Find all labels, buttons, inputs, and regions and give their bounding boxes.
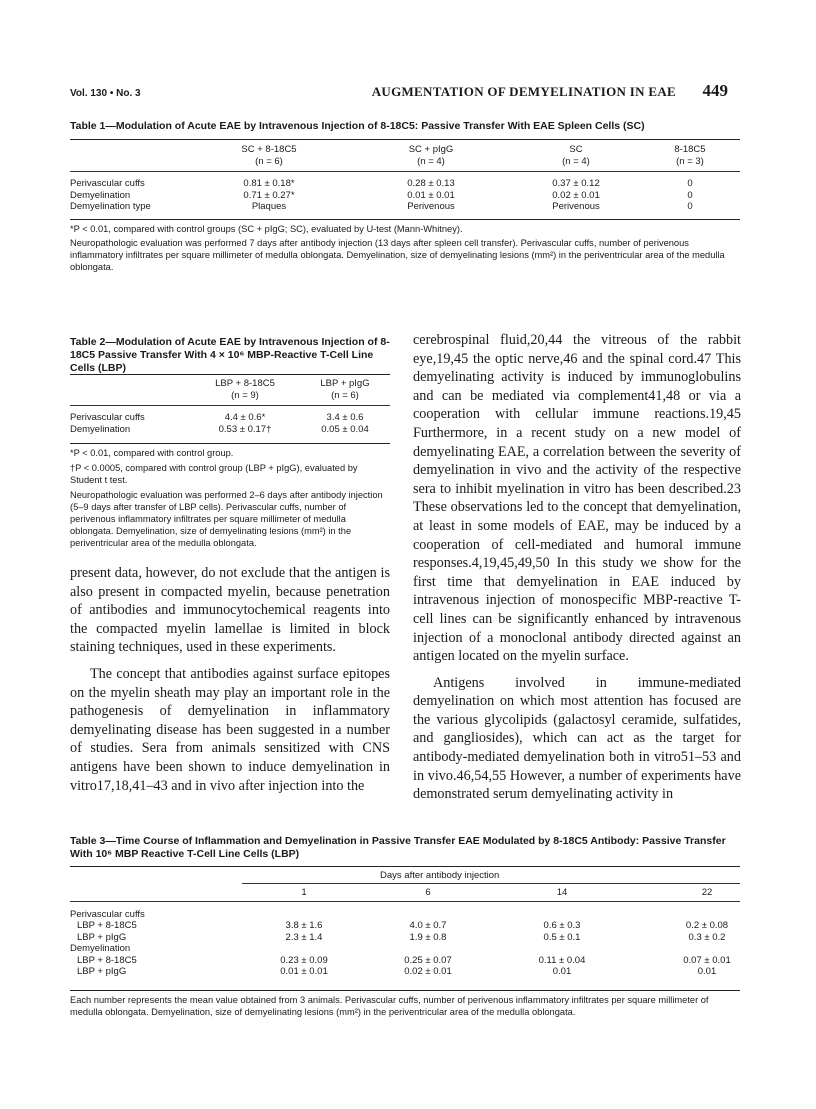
- table1-header-row: [70, 144, 740, 156]
- table2-footnote: Neuropathologic evaluation was performed 2–6 days after antibody injection (5–9 days after transfer of LBP cells). Perivascular cuffs, number of perivenous inflammatory infiltrates per square millimeter of medulla oblongata. Demyelination, size of demyelinating lesions (mm²) in the periventricular area of the medulla oblongata.: [70, 490, 383, 548]
- table3-caption: Table 3—Time Course of Inflammation and Demyelination in Passive Transfer EAE Modulated by 8-18C5 Antibody: Passive Transfer With 10⁶ MBP Reactive T-Cell Line Cells (LBP): [70, 835, 726, 860]
- table-cell: 2.3 ± 1.4: [285, 931, 323, 943]
- table1-footnote: *P < 0.01, compared with control groups (SC + pIgG; SC), evaluated by U-test (Mann-Whitney).: [70, 224, 463, 234]
- table2-col-n: (n = 9): [231, 389, 259, 401]
- table1-col-n: (n = 3): [676, 155, 704, 167]
- table-cell: 0.2 ± 0.08: [685, 920, 729, 931]
- table2-top-rule: [70, 374, 390, 375]
- running-header-title: AUGMENTATION OF DEMYELINATION IN EAE: [371, 84, 676, 99]
- table3-day-header: 1: [301, 887, 307, 898]
- table-cell: 3.4 ± 0.6: [326, 412, 364, 423]
- table-cell: 0.5 ± 0.1: [543, 931, 581, 943]
- table3-header-rule: [70, 901, 740, 902]
- table-row: [70, 932, 740, 944]
- table1-col-header: 8-18C5: [674, 144, 706, 155]
- table-cell: 0: [687, 201, 693, 212]
- table-cell: Perivenous: [552, 201, 600, 212]
- table1-row-label: Demyelination: [70, 189, 131, 201]
- table2-col-header: LBP + 8-18C5: [215, 378, 275, 389]
- table-cell: 0.11 ± 0.04: [538, 954, 586, 966]
- table1-bottom-rule: [70, 219, 740, 220]
- table3-group-label: Demyelination: [70, 943, 131, 954]
- table3-top-rule: [70, 866, 740, 867]
- table-cell: 0.6 ± 0.3: [543, 920, 581, 931]
- table2-col-n: (n = 6): [331, 389, 359, 401]
- table2-bottom-rule: [70, 443, 390, 444]
- table1-col-n: (n = 6): [255, 155, 283, 167]
- table-row: [70, 966, 740, 978]
- table-cell: 0.53 ± 0.17†: [218, 423, 272, 435]
- table-cell: 0.37 ± 0.12: [552, 178, 600, 189]
- table1-col-n: (n = 4): [417, 155, 445, 167]
- table-row: [70, 412, 390, 424]
- table3-row-label: LBP + 8-18C5: [77, 954, 137, 966]
- table2-caption-text: Table 2—Modulation of Acute EAE by Intravenous Injection of 8-18C5 Passive Transfer With 4 × 10⁶ MBP-Reactive T-Cell Line Cells (LBP): [70, 336, 390, 374]
- table2-n-row: [70, 390, 390, 402]
- table1-col-header: SC: [569, 144, 583, 155]
- table3-group-row: [70, 909, 740, 921]
- table-cell: 0.07 ± 0.01: [683, 954, 731, 966]
- table3-day-header: 22: [701, 887, 713, 898]
- table-row: [70, 201, 740, 213]
- table1-caption: Table 1—Modulation of Acute EAE by Intravenous Injection of 8-18C5: Passive Transfer With EAE Spleen Cells (SC): [70, 120, 645, 132]
- table1-col-n: (n = 4): [562, 155, 590, 167]
- table3-row-label: LBP + pIgG: [77, 931, 127, 943]
- table1-row-label: Demyelination type: [70, 201, 151, 212]
- table-row: [70, 178, 740, 190]
- table1-header-rule: [70, 171, 740, 172]
- table2-col-header: LBP + pIgG: [320, 378, 370, 389]
- table2-row-label: Demyelination: [70, 423, 131, 435]
- table-row: [70, 920, 740, 932]
- table1-col-header: SC + pIgG: [408, 144, 454, 155]
- table-cell: 0.05 ± 0.04: [321, 423, 369, 435]
- table-cell: 3.8 ± 1.6: [285, 920, 323, 931]
- table-cell: 1.9 ± 0.8: [409, 931, 447, 943]
- table-cell: Plaques: [251, 201, 287, 212]
- table1-row-label: Perivascular cuffs: [70, 178, 145, 189]
- table-cell: 4.4 ± 0.6*: [224, 412, 266, 423]
- table3-group-row: [70, 943, 740, 955]
- table2-header-row: [70, 378, 390, 390]
- table-row: [70, 190, 740, 202]
- table-cell: 0.3 ± 0.2: [688, 931, 726, 943]
- table1-footnote: Neuropathologic evaluation was performed 7 days after antibody injection (13 days after spleen cell transfer). Perivascular cuffs, number of perivenous inflammatory infiltrates per square millimeter of medulla oblongata. Demyelination, size of demyelinating lesions (mm²) in the periventricular area of the medulla oblongata.: [70, 238, 725, 272]
- running-header-volume: Vol. 130 • No. 3: [70, 88, 141, 99]
- table3-span-header: Days after antibody injection: [380, 870, 500, 881]
- table-cell: Perivenous: [407, 201, 455, 212]
- table-cell: 0: [687, 178, 693, 189]
- table-cell: 0.81 ± 0.18*: [243, 178, 295, 189]
- body-paragraph: Antigens involved in immune-mediated demyelination on which most attention has focused are the various glycolipids (galactosyl ceramide, sulfatides, and gangliosides), which can act as the target for antibody-mediated demyelination both in vitro51–53 and in vivo.46,54,55 However, a number of experiments have demonstrated serum demyelinating activity in: [413, 674, 741, 803]
- page-number: 449: [702, 81, 728, 100]
- table-row: [70, 955, 740, 967]
- table-cell: 0.28 ± 0.13: [407, 178, 455, 189]
- table2-row-label: Perivascular cuffs: [70, 412, 145, 423]
- right-column-text: [413, 331, 741, 804]
- table3-day-header: 6: [425, 887, 431, 898]
- table2-caption: [70, 336, 390, 375]
- table-cell: 0.23 ± 0.09: [280, 954, 328, 966]
- table-cell: 0.01: [697, 966, 717, 977]
- table-cell: 0.71 ± 0.27*: [243, 189, 295, 201]
- body-paragraph: cerebrospinal fluid,20,44 the vitreous of the rabbit eye,19,45 the optic nerve,46 and the spinal cord.47 This demyelinating activity is induced by immunoglobulins and can be mediated via complement41,48 or via a cooperation with cellular immune reactions.19,45 Furthermore, in a recent study on a new model of demyelinating EAE, a correlation between the severity of demyelination in vivo and the activity of the respective sera to inhibit myelination in vitro has been described.23 These observations led to the concept that demyelination, at least in some models of EAE, may be induced by a cooperation of cell-mediated and humoral immune responses.4,19,45,49,50 In this study we show for the first time that demyelination in EAE induced by intravenous injection of monospecific MBP-reactive T-cell lines can be significantly enhanced by intravenous injection of a monoclonal antibody directed against an antigen located on the myelin surface.: [413, 332, 741, 665]
- table2-footnote: *P < 0.01, compared with control group.: [70, 448, 234, 458]
- table2-footnote: †P < 0.0005, compared with control group (LBP + pIgG), evaluated by Student t test.: [70, 463, 358, 485]
- table1: [70, 144, 740, 213]
- table2-header-rule: [70, 405, 390, 406]
- left-column-text: [70, 564, 390, 795]
- body-paragraph: present data, however, do not exclude that the antigen is also present in compacted myelin, because penetration of antibodies and immunocytochemical reagents into the compacted myelin lamellae is limited in block staining techniques, used in these experiments.: [70, 565, 390, 656]
- table-cell: 0.02 ± 0.01: [552, 189, 600, 201]
- table3-bottom-rule: [70, 990, 740, 991]
- table1-footnotes: [70, 223, 740, 273]
- table-cell: 0.02 ± 0.01: [404, 966, 452, 977]
- table1-top-rule: [70, 139, 740, 140]
- table3-footnote: Each number represents the mean value obtained from 3 animals. Perivascular cuffs, number of perivenous inflammatory infiltrates per square millimeter of medulla oblongata. Demyelination, size of demyelinating lesions (mm²) in the periventricular area of the medulla oblongata.: [70, 995, 709, 1017]
- table-cell: 0: [687, 189, 693, 201]
- table-cell: 0.25 ± 0.07: [404, 954, 452, 966]
- table3-row-label: LBP + pIgG: [77, 966, 127, 977]
- body-paragraph: The concept that antibodies against surface epitopes on the myelin sheath may play an important role in the pathogenesis of demyelination in inflammatory demyelinating disease has been suggested in a number of studies. Sera from animals sensitized with CNS antigens have been shown to induce demyelination in vitro17,18,41–43 and in vivo after injection into the: [70, 665, 390, 794]
- table3-group-label: Perivascular cuffs: [70, 908, 145, 920]
- table2: [70, 378, 390, 435]
- table1-col-header: SC + 8-18C5: [241, 144, 297, 155]
- table3-span-rule: [242, 883, 740, 884]
- table-row: [70, 424, 390, 436]
- table3-row-label: LBP + 8-18C5: [77, 920, 137, 931]
- table3-day-header: 14: [556, 887, 568, 898]
- table-cell: 0.01: [552, 966, 572, 977]
- table2-footnotes: [70, 447, 390, 549]
- table1-n-row: [70, 156, 740, 168]
- table-cell: 0.01 ± 0.01: [280, 966, 328, 977]
- table-cell: 4.0 ± 0.7: [409, 920, 447, 931]
- table-cell: 0.01 ± 0.01: [407, 189, 455, 201]
- table3-header-row: [70, 887, 740, 899]
